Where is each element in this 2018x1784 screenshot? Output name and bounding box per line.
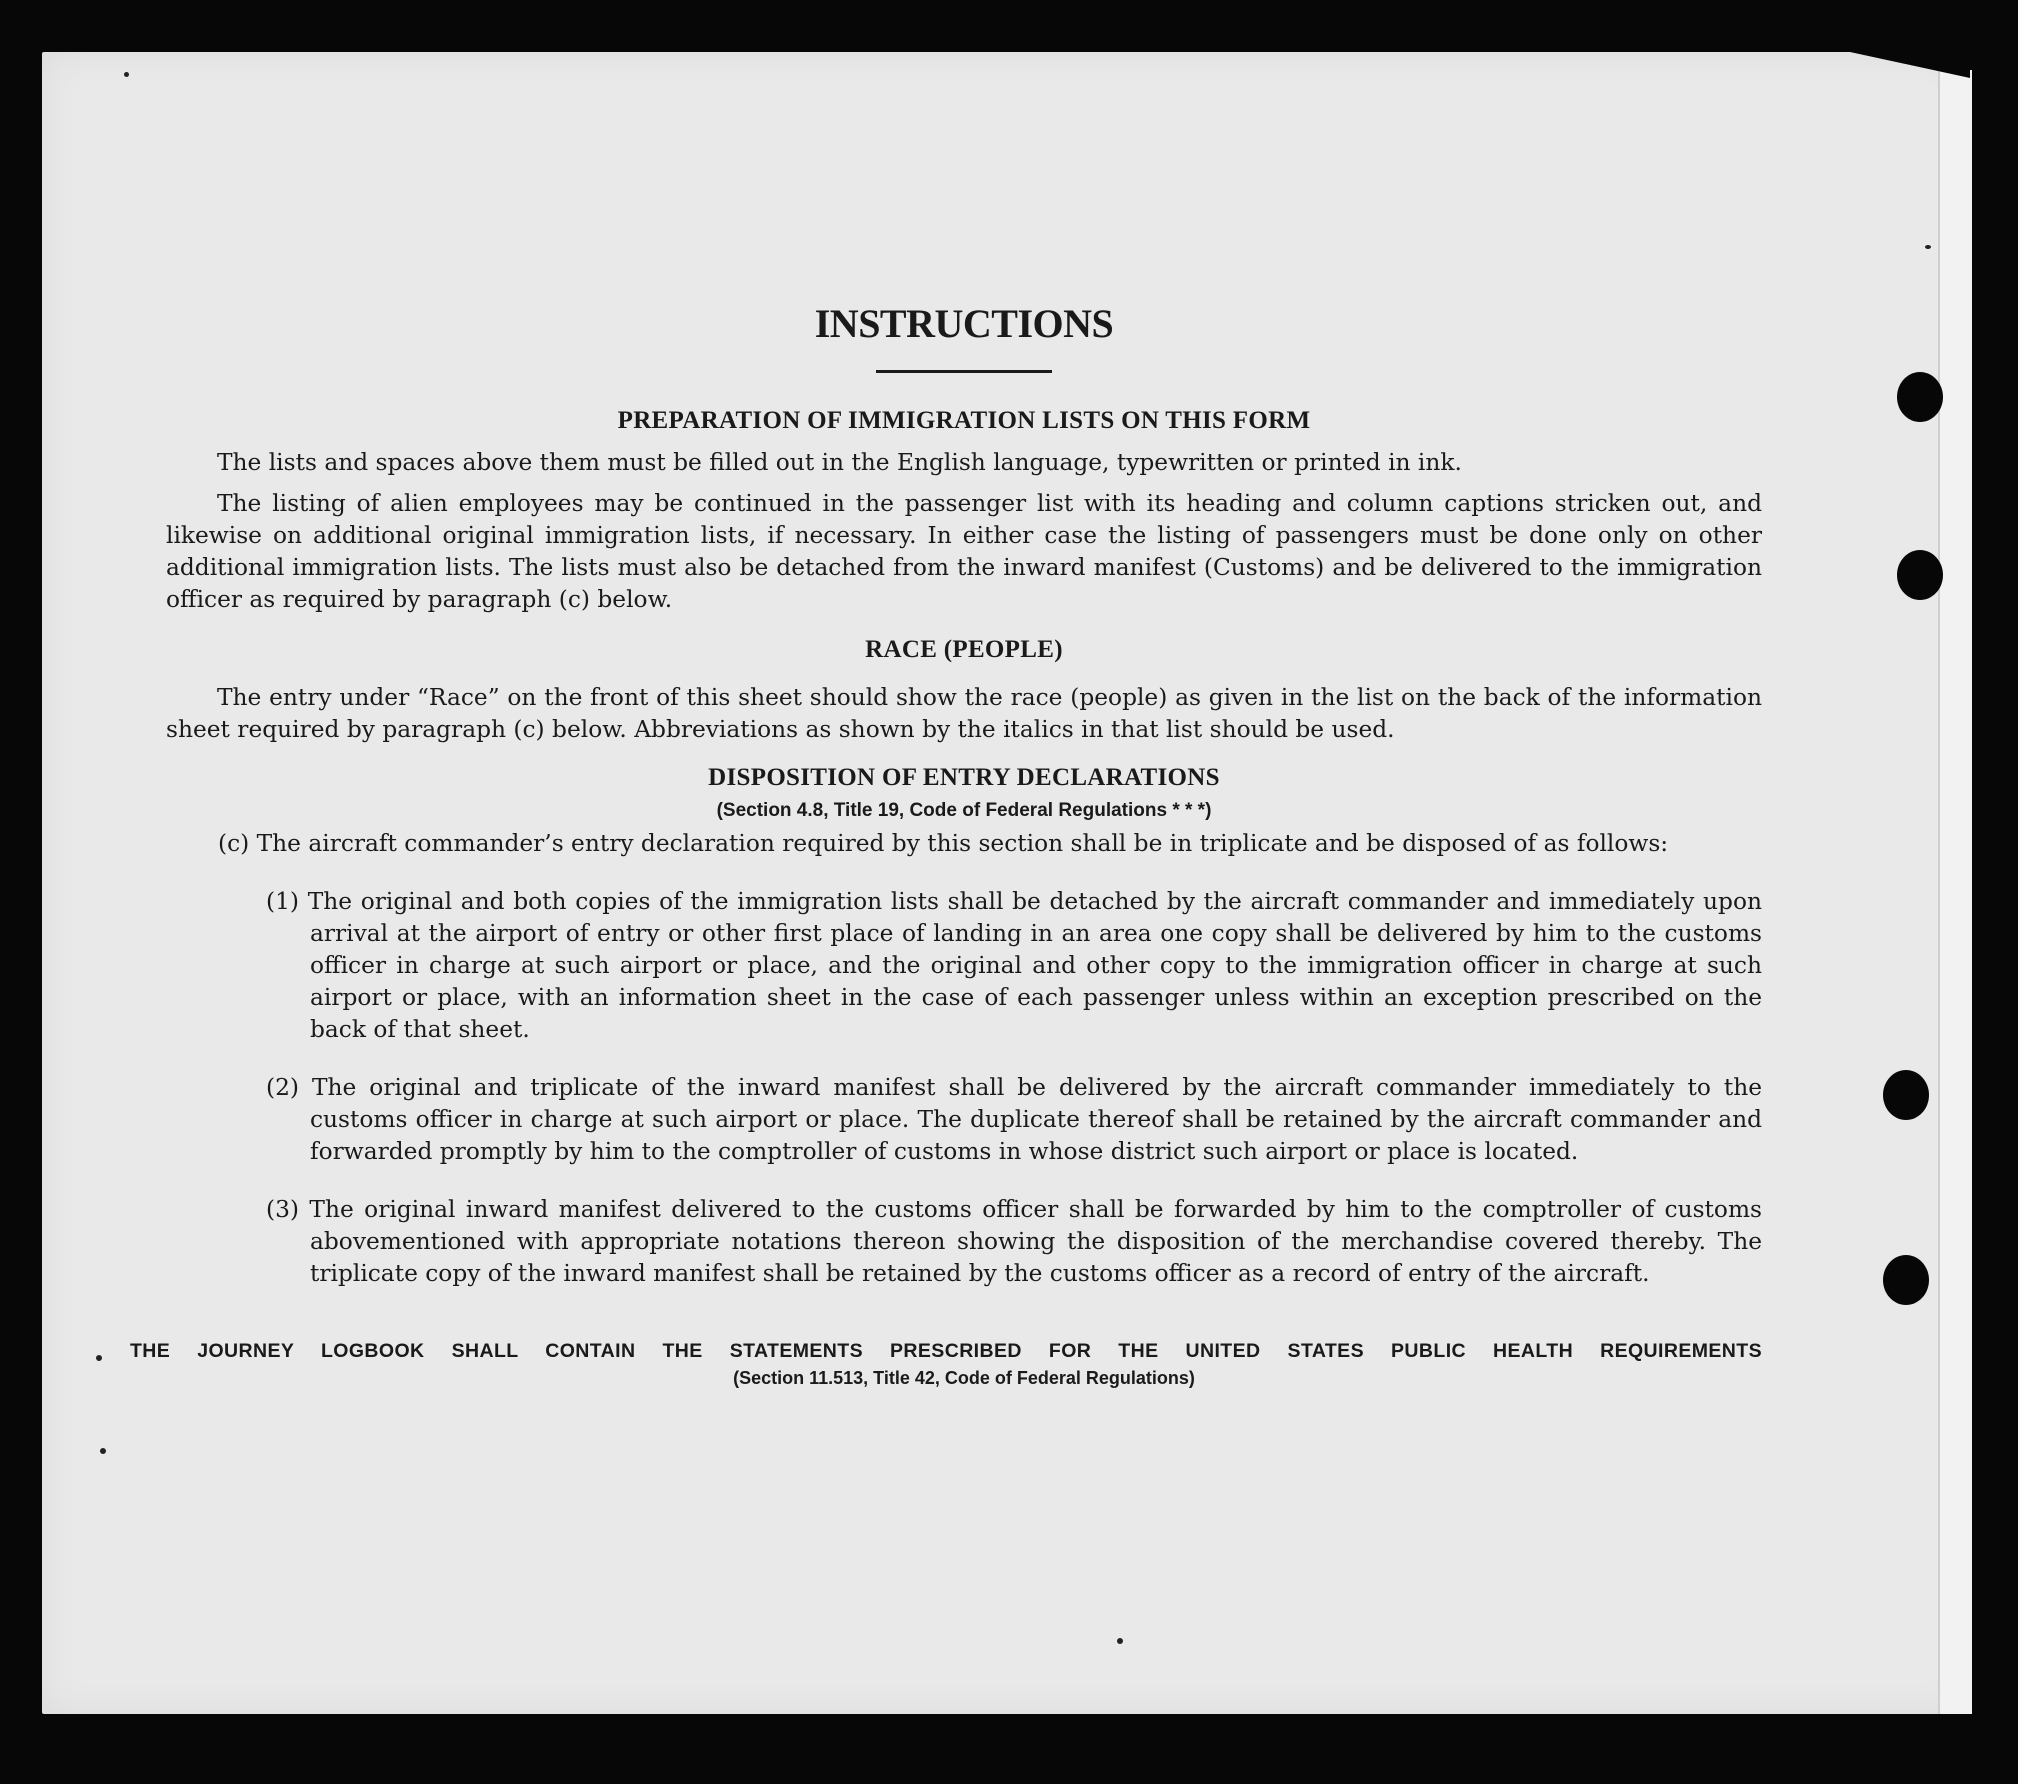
dust-speck <box>96 1355 102 1361</box>
dust-speck <box>1117 1638 1123 1644</box>
preparation-paragraph-2: The listing of alien employees may be continued in the passenger list with its heading and column captions stricken out, and likewise on additional original immigration lists, if necessary. In either case the listing of passengers must be done only on other additional immigration lists. The lists must also be detached from the inward manifest (Customs) and be delivered to the immigration officer as required by paragraph (c) below. <box>166 490 1762 613</box>
punch-hole-2 <box>1897 550 1943 600</box>
dust-speck <box>1925 245 1931 249</box>
paper-right-edge <box>1938 70 1972 1714</box>
clause-item-2: (2) The original and triplicate of the inward manifest shall be delivered by the aircraft commander immediately to the customs officer in charge at such airport or place. The duplicate thereof shall be retained by the aircraft commander and forwarded promptly by him to the comptroller of customs in whose district such airport or place is located. <box>266 1074 1762 1165</box>
dust-speck <box>100 1448 106 1454</box>
folded-corner <box>1850 52 1970 78</box>
race-paragraph: The entry under “Race” on the front of this sheet should show the race (people) as given in the list on the back of the information sheet required by paragraph (c) below. Abbreviations as shown by the italics in that list should be used. <box>166 684 1762 743</box>
preparation-heading: PREPARATION OF IMMIGRATION LISTS ON THIS FORM <box>617 407 1311 434</box>
preparation-paragraph-1: The lists and spaces above them must be filled out in the English language, typewritten or printed in ink. <box>217 449 1462 476</box>
punch-hole-3 <box>1883 1070 1929 1120</box>
clause-item-1: (1) The original and both copies of the immigration lists shall be detached by the aircraft commander and immediately upon arrival at the airport of entry or other first place of landing in an area one copy shall be delivered by him to the customs officer in charge at such airport or place, and the original and other copy to the immigration officer in charge at such airport or place, with an information sheet in the case of each passenger unless within an exception prescribed on the back of that sheet. <box>266 888 1762 1043</box>
logbook-requirement: THE JOURNEY LOGBOOK SHALL CONTAIN THE STATEMENTS PRESCRIBED FOR THE UNITED STATES PUBLIC HEALTH REQUIREMENTS <box>130 1340 1762 1362</box>
clause-item-3: (3) The original inward manifest delivered to the customs officer shall be forwarded by him to the comptroller of customs abovementioned with appropriate notations thereon showing the disposition of the merchandise covered thereby. The triplicate copy of the inward manifest shall be retained by the customs officer as a record of entry of the aircraft. <box>266 1196 1762 1287</box>
instructions-content <box>130 290 1762 1389</box>
punch-hole-1 <box>1897 372 1943 422</box>
page-title: INSTRUCTIONS <box>814 301 1114 346</box>
disposition-citation: (Section 4.8, Title 19, Code of Federal Regulations * * *) <box>716 800 1212 821</box>
disposition-heading: DISPOSITION OF ENTRY DECLARATIONS <box>708 764 1220 791</box>
logbook-citation: (Section 11.513, Title 42, Code of Federal Regulations) <box>733 1368 1195 1388</box>
race-heading: RACE (PEOPLE) <box>865 636 1063 663</box>
clause-c: (c) The aircraft commander’s entry declaration required by this section shall be in triplicate and be disposed of as follows: <box>218 830 1669 857</box>
title-underline <box>876 370 1052 373</box>
punch-hole-4 <box>1883 1255 1929 1305</box>
dust-speck <box>124 72 129 77</box>
